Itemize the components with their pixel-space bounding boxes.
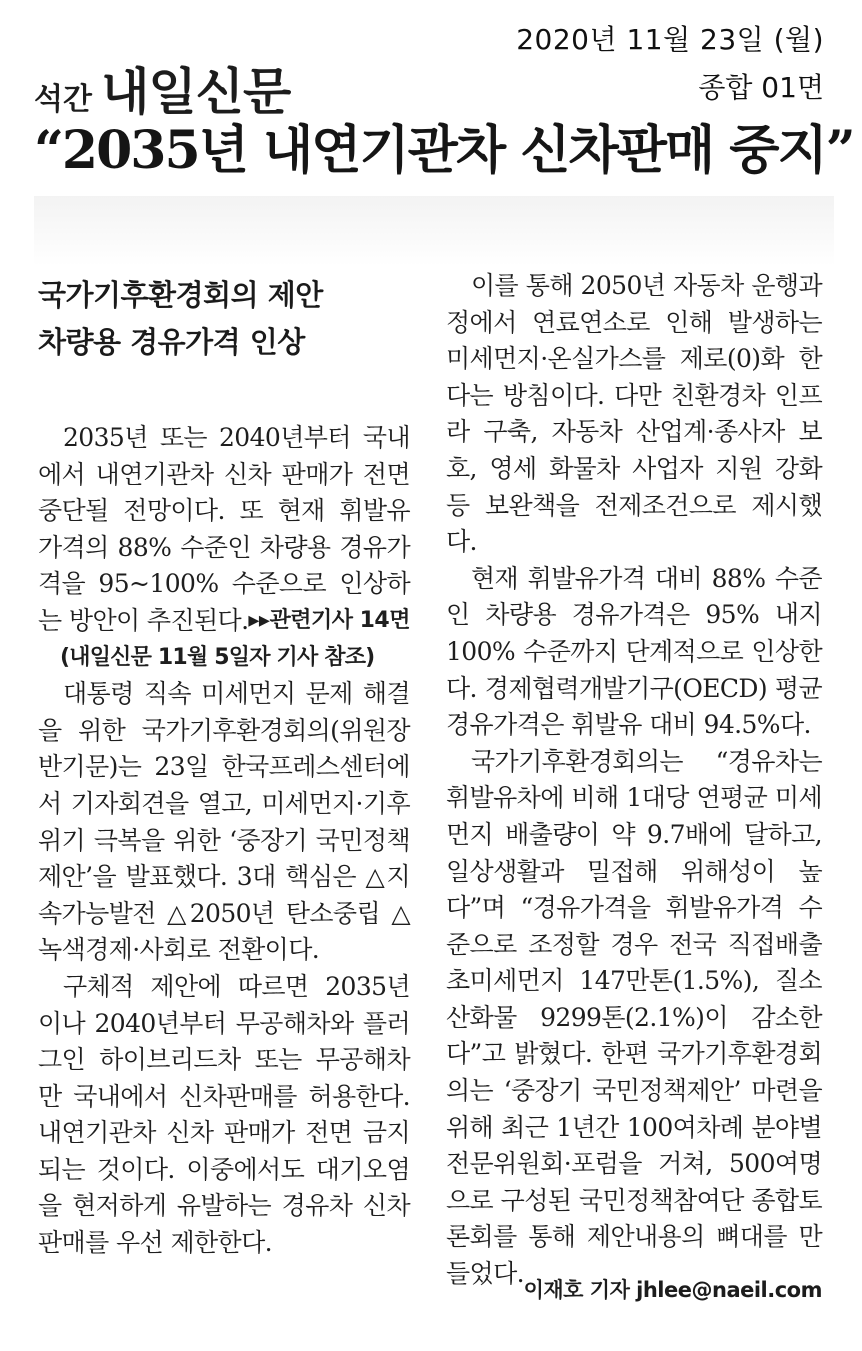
paragraph-goal: 이를 통해 2050년 자동차 운행과정에서 연료연소로 인해 발생하는 미세먼지·온실가스를 제로(0)화 한다는 방침이다. 다만 친환경차 인프라 구축, 자동차 산업계·종사자 보호, 영세 화물차 사업자 지원 강화 등 보완책을 전제조건으로 제시했다. <box>446 271 822 557</box>
publication-date: 2020년 11월 23일 (월) <box>516 23 824 56</box>
subheadline-line-1: 국가기후환경회의 제안 <box>38 278 323 312</box>
article-header <box>0 0 862 200</box>
paragraph-announcement: 대통령 직속 미세먼지 문제 해결을 위한 국가기후환경회의(위원장 반기문)는 23일 한국프레스센터에서 기자회견을 열고, 미세먼지·기후위기 극복을 위한 ‘중장기 국민정책제안’을 발표했다. 3대 핵심은 △지속가능발전 △2050년 탄소중립 △녹색경제·사회로 전환이다. <box>38 679 410 965</box>
byline: 이재호 기자 jhlee@naeil.com <box>523 1278 822 1302</box>
headline: “2035년 내연기관차 신차판매 중지” <box>34 120 854 181</box>
left-column <box>38 420 410 1262</box>
edition-label: 석간 <box>34 82 92 117</box>
reference-note: (내일신문 11월 5일자 기사 참조) <box>60 644 375 670</box>
newspaper-name: 내일신문 <box>101 63 291 121</box>
paragraph-proposal: 구체적 제안에 따르면 2035년 이나 2040년부터 무공해차와 플러그인 하이브리드차 또는 무공해차만 국내에서 신차판매를 허용한다. 내연기관차 신차 판매가 전면 금지되는 것이다. 이중에서도 대기오염을 현저하게 유발하는 경유차 신차 판매를 우선 제한한다. <box>38 971 410 1258</box>
paragraph-intro: 2035년 또는 2040년부터 국내에서 내연기관차 신차 판매가 전면 중단될 전망이다. 또 현재 휘발유 가격의 88% 수준인 차량용 경유가격을 95~100% 수준으로 인상하는 방안이 추진된다. <box>38 423 410 635</box>
related-article-link[interactable]: ▸▸관련기사 14면 <box>248 607 410 633</box>
paragraph-diesel-price: 현재 휘발유가격 대비 88% 수준인 차량용 경유가격은 95% 내지 100% 수준까지 단계적으로 인상한다. 경제협력개발기구(OECD) 평균 경유가격은 휘발유 대비 94.5%다. <box>446 563 822 740</box>
right-column <box>446 268 822 1293</box>
subheadline-line-2: 차량용 경유가격 인상 <box>38 325 305 359</box>
header-shade <box>34 196 834 266</box>
section-page: 종합 01면 <box>698 71 824 104</box>
paragraph-quote: 국가기후환경회의는 “경유차는 휘발유차에 비해 1대당 연평균 미세먼지 배출량이 약 9.7배에 달하고, 일상생활과 밀접해 위해성이 높다”며 “경유가격을 휘발유가격 수준으로 조정할 경우 전국 직접배출 초미세먼지 147만톤(1.5%), 질소산화물 9299톤(2.1%)이 감소한다”고 밝혔다. 한편 국가기후환경회의는 ‘중장기 국민정책제안’ 마련을 위해 최근 1년간 100여차례 분야별 전문위원회·포럼을 거쳐, 500여명으로 구성된 국민정책참여단 종합토론회를 통해 제안내용의 뼈대를 만들었다. <box>446 746 822 1289</box>
subheadline <box>38 272 410 366</box>
